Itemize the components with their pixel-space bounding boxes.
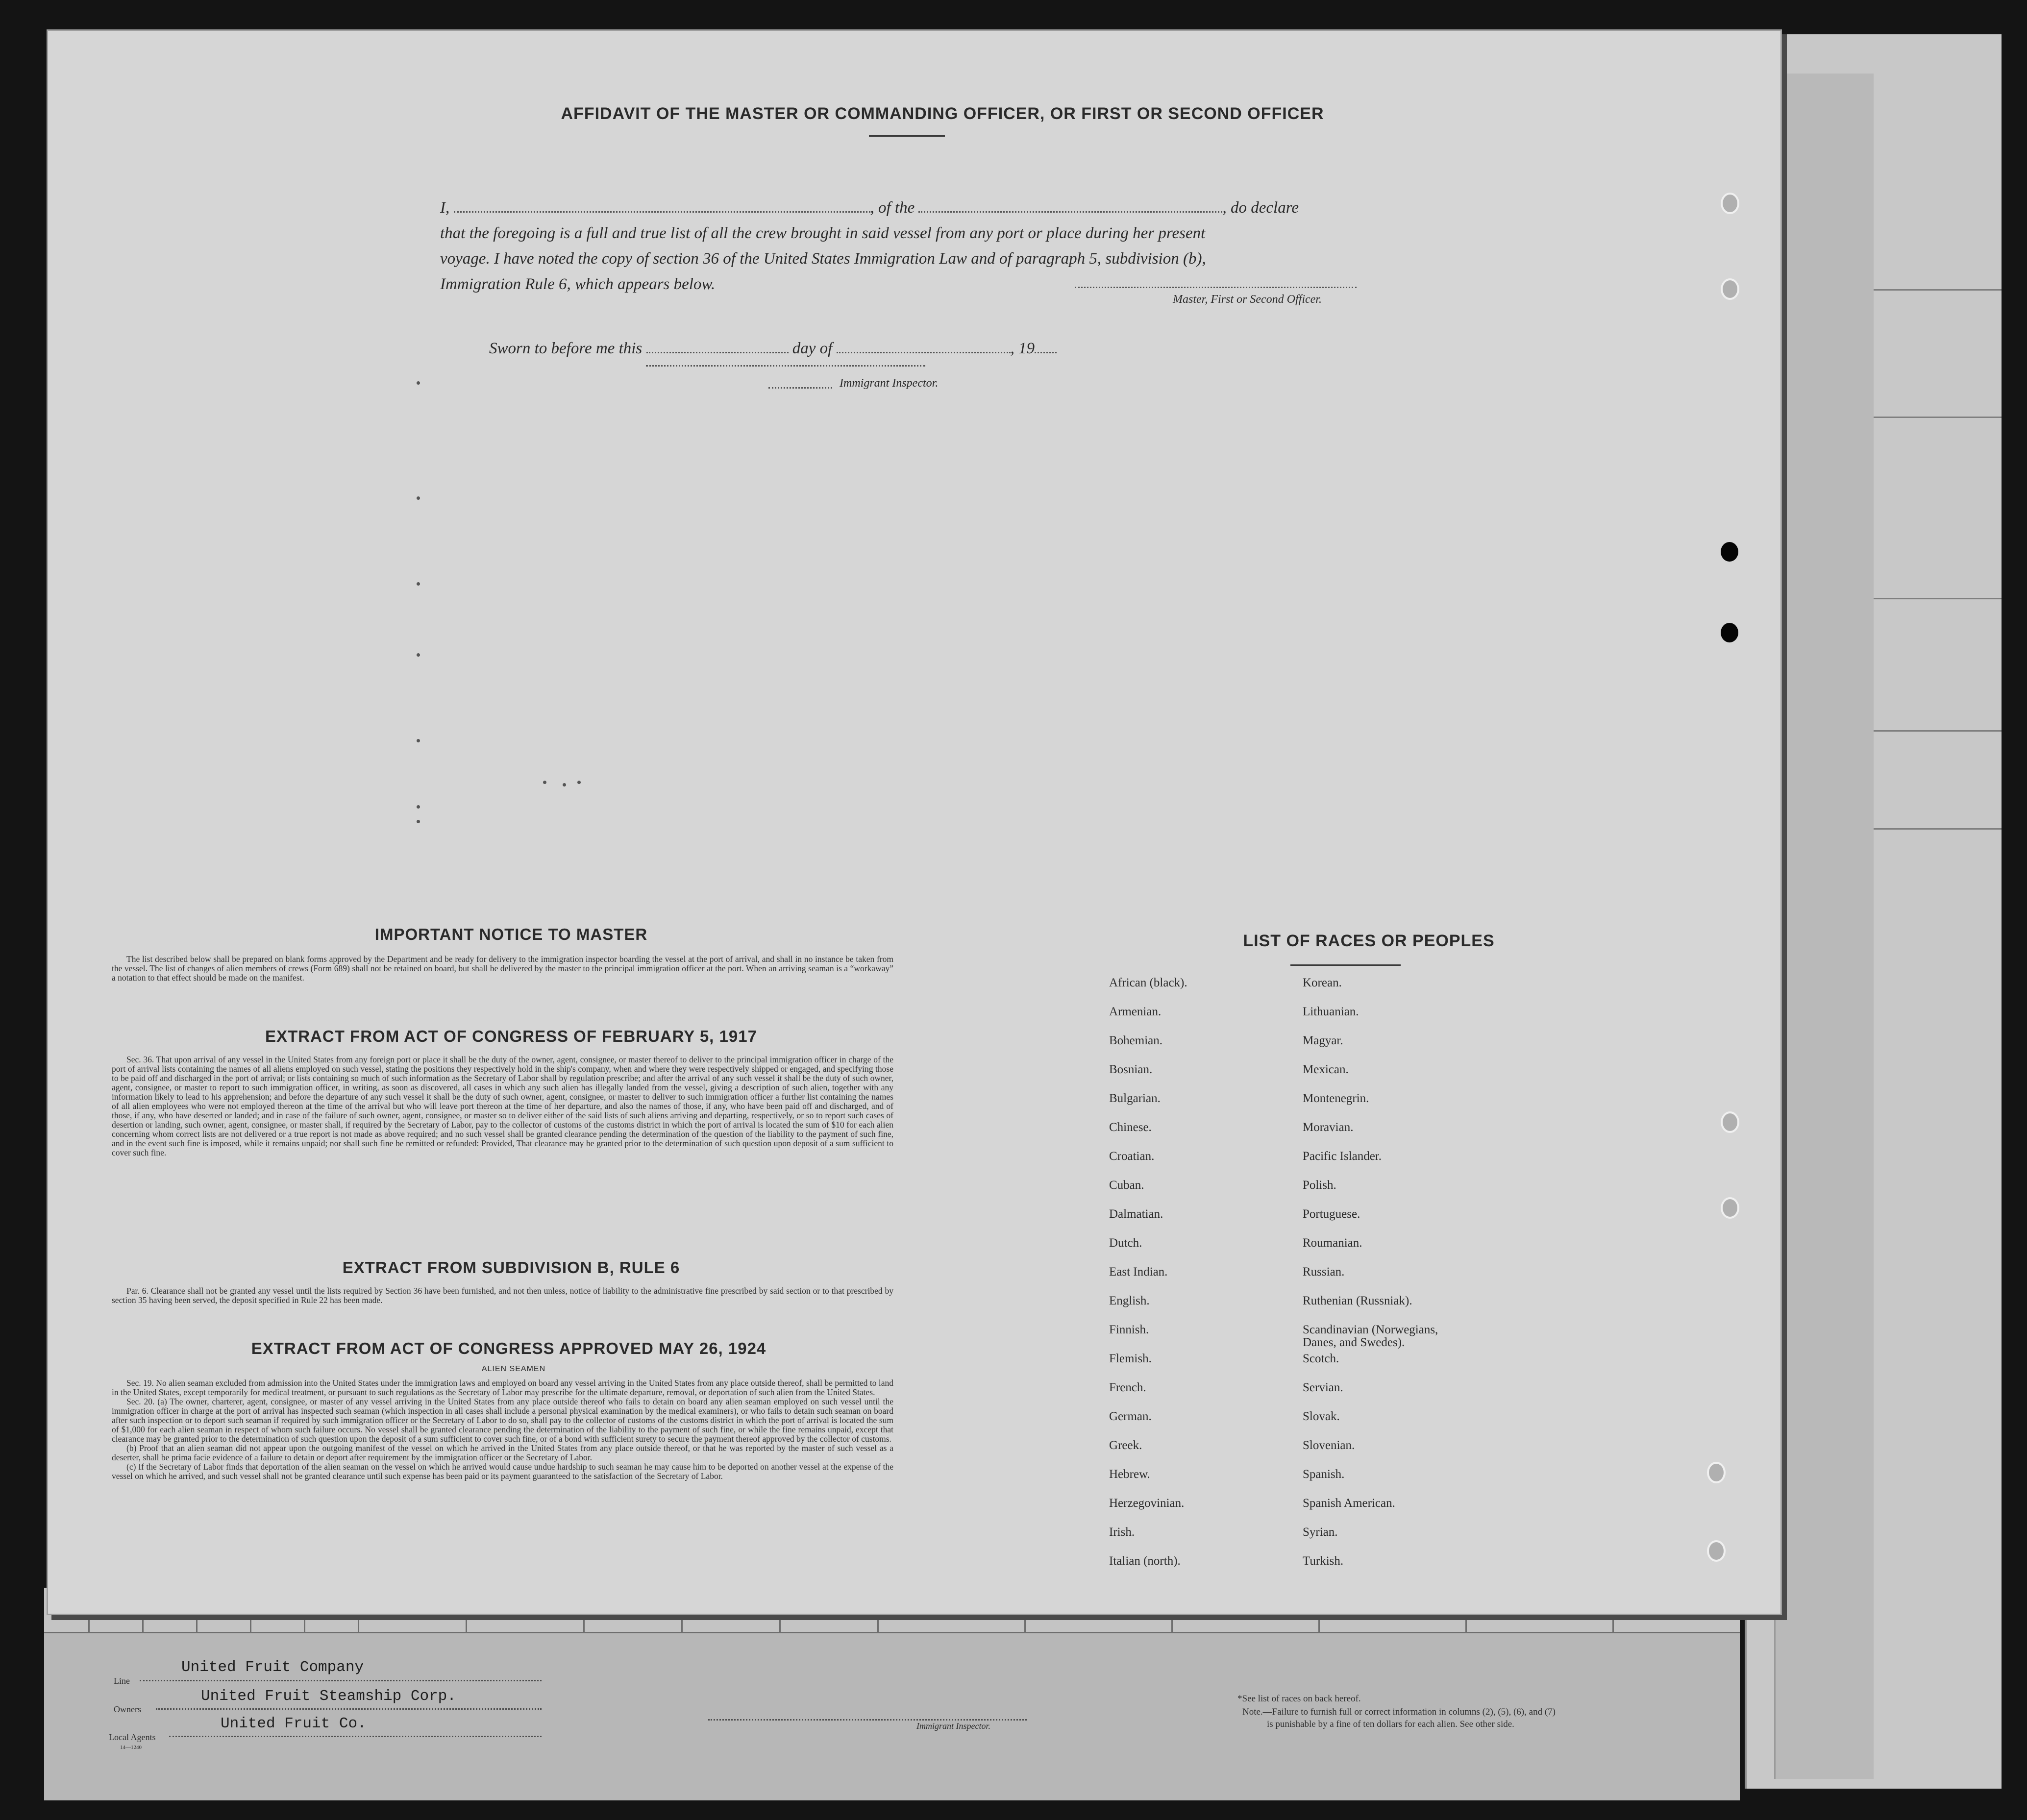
races-title: LIST OF RACES OR PEOPLES [1243, 932, 1495, 950]
race-item: Roumanian. [1303, 1236, 1362, 1250]
declaration-line-2: that the foregoing is a full and true list of all the crew brought in said vessel from any port or place during her present [440, 224, 1206, 242]
penalty-note-line-1: Note.—Failure to furnish full or correct information in columns (2), (5), (6), and (7) [1242, 1707, 1556, 1717]
races-divider [1290, 964, 1401, 966]
owners-value[interactable]: United Fruit Steamship Corp. [201, 1688, 456, 1705]
race-item: Polish. [1303, 1179, 1336, 1192]
extract-1924-title: EXTRACT FROM ACT OF CONGRESS APPROVED MAY 26, 1924 [251, 1339, 766, 1357]
race-item: Bosnian. [1109, 1063, 1153, 1076]
race-item: Servian. [1303, 1381, 1343, 1394]
notice-paragraph: The list described below shall be prepared on blank forms approved by the Department and be ready for delivery to the immigration inspector boarding the vessel at the port of arrival, and shall in no instance be taken from the vessel. The list of changes of alien members of crews (Form 689) shall not be retained on board, but shall be delivered by the master to the principal immigration officer at the port. When an arriving seaman is a “workaway” a notation to that effect should be made on the manifest. [112, 954, 893, 983]
owners-field-line [156, 1708, 542, 1710]
stray-mark [543, 781, 546, 784]
bottom-inspector-line[interactable] [708, 1719, 1027, 1721]
stray-mark [417, 653, 420, 657]
notice-text [112, 955, 893, 983]
race-item: Portuguese. [1303, 1207, 1360, 1221]
sworn-prefix: Sworn to before me this [489, 340, 643, 357]
affidavit-title: AFFIDAVIT OF THE MASTER OR COMMANDING OFFICER, OR FIRST OR SECOND OFFICER [561, 104, 1324, 123]
race-item: French. [1109, 1381, 1146, 1394]
punch-hole [1721, 1111, 1739, 1133]
race-item: Slovenian. [1303, 1439, 1355, 1452]
race-item: Finnish. [1109, 1323, 1149, 1336]
race-item: English. [1109, 1294, 1150, 1307]
race-item: Slovak. [1303, 1410, 1340, 1423]
declaration-line-1 [440, 195, 1450, 221]
race-item: Mexican. [1303, 1063, 1349, 1076]
stray-mark [417, 582, 420, 586]
stray-mark [417, 739, 420, 742]
stray-mark [417, 381, 420, 385]
stray-mark [417, 496, 420, 500]
bottom-inspector-label: Immigrant Inspector. [916, 1721, 990, 1731]
line-field-line [140, 1680, 542, 1681]
race-item: Hebrew. [1109, 1468, 1150, 1481]
sworn-line [489, 340, 1057, 358]
race-item: Pacific Islander. [1303, 1150, 1382, 1163]
extract-1924-paragraph: Sec. 19. No alien seaman excluded from admission into the United States under the immigration laws and employed on board any vessel arriving in the United States from any place outside thereof, shall be permitted to land in the United States, except temporarily for medical treatment, or pursuant to such regulations as the Secretary of Labor may prescribe for the ultimate departure, removal, or deportation of such alien from the United States. [112, 1378, 893, 1397]
title-divider [869, 135, 945, 137]
inspector-signature-label: Immigrant Inspector. [840, 377, 939, 390]
extract-rule6-title: EXTRACT FROM SUBDIVISION B, RULE 6 [342, 1258, 680, 1277]
agents-label: Local Agents [109, 1732, 156, 1742]
extract-1924-paragraph: Sec. 20. (a) The owner, charterer, agent, consignee, or master of any vessel arriving in the United States from any place outside thereof who fails to detain on board any alien seaman employed on such vessel until the immigration officer in charge at the port of arrival has inspected such seaman (which inspection in all cases shall include a personal physical examination by the medical examiners), or who fails to detain such seaman on board after such inspection or to deport such seaman if required by such immigration officer or the Secretary of Labor to do so, shall pay to the collector of customs of the customs district in which the port of arrival is located the sum of $1,000 for each alien seaman in respect of whom such failure occurs. No vessel shall be granted clearance pending the determination of the liability to the payment of such fine, or while the fine remains unpaid, except that clearance may be granted prior to the determination of such question upon the deposit of a sum sufficient to cover such fine, or of a bond with sufficient surety to secure the payment thereof approved by the collector of customs. [112, 1397, 893, 1444]
extract-1917-paragraph: Sec. 36. That upon arrival of any vessel in the United States from any foreign port or place it shall be the duty of the owner, agent, consignee, or master thereof to deliver to the principal immigration officer in charge of the port of arrival lists containing the names of all aliens employed on such vessel, stating the positions they respectively hold in the ship's company, when and where they were respectively shipped or engaged, and specifying those to be paid off and discharged in the port of arrival; or lists containing so much of such information as the Secretary of Labor shall by regulation prescribe; and after the arrival of any such vessel it shall be the duty of such owner, agent, consignee, or master to report to such immigration officer, in writing, as soon as discovered, all cases in which any such alien has illegally landed from the vessel, giving a description of such alien, together with any information likely to lead to his apprehension; and before the departure of any such vessel it shall be the duty of such owner, agent, consignee, or master to deliver to such immigration officer a further list containing the names of all alien employees who were not employed thereon at the time of the arrival but who will leave port thereon at the time of her departure, and also the names of those, if any, who have been paid off and discharged, and of those, if any, who have deserted or landed; and in case of the failure of such owner, agent, consignee, or master so to deliver either of the said lists of such aliens arriving and departing, respectively, or so to report such cases of desertion or landing, such owner, agent, consignee, or master shall, if required by the Secretary of Labor, pay to the collector of customs of the customs district in which the port of arrival is located the sum of $10 for each alien concerning whom correct lists are not delivered or a true report is not made as above required; and no such vessel shall be granted clearance pending the determination of the question of the liability to the payment of such fine, and in the event such fine is imposed, while it remains unpaid; nor shall such fine be remitted or refunded: Provided, That clearance may be granted prior to the determination of such question upon deposit of a sum sufficient to cover such fine. [112, 1055, 893, 1157]
stray-mark [417, 805, 420, 809]
race-item: Syrian. [1303, 1525, 1338, 1539]
race-item: Magyar. [1303, 1034, 1343, 1047]
races-note: *See list of races on back hereof. [1237, 1694, 1361, 1704]
race-item: German. [1109, 1410, 1152, 1423]
race-item: Montenegrin. [1303, 1092, 1369, 1105]
races-right-column [1303, 977, 1508, 1584]
race-item: Lithuanian. [1303, 1005, 1359, 1018]
race-item: Flemish. [1109, 1352, 1152, 1365]
declaration-of-the: , of the [870, 199, 915, 217]
race-item: Russian. [1303, 1265, 1345, 1279]
master-signature-label: Master, First or Second Officer. [1173, 293, 1322, 306]
race-item: Dutch. [1109, 1236, 1142, 1250]
race-item: Herzegovinian. [1109, 1497, 1185, 1510]
sworn-day: day of [792, 340, 833, 357]
stray-mark [577, 781, 581, 784]
extract-rule6-text [112, 1286, 893, 1305]
agents-value[interactable]: United Fruit Co. [221, 1715, 367, 1732]
race-item: Spanish American. [1303, 1497, 1395, 1510]
punch-hole [1721, 623, 1738, 642]
punch-hole [1721, 193, 1739, 214]
race-item: African (black). [1109, 976, 1187, 989]
race-item: Spanish. [1303, 1468, 1345, 1481]
races-left-column [1109, 977, 1295, 1584]
agents-field-line [169, 1736, 542, 1737]
race-item: Scandinavian (Norwegians, Danes, and Swedes). [1303, 1323, 1438, 1349]
race-item: Moravian. [1303, 1121, 1354, 1134]
declaration-text [440, 195, 1450, 297]
race-item: Bulgarian. [1109, 1092, 1161, 1105]
affidavit-page [47, 29, 1782, 1615]
notice-title: IMPORTANT NOTICE TO MASTER [374, 925, 648, 943]
race-item: Greek. [1109, 1439, 1142, 1452]
middle-sheet [1774, 74, 1874, 1779]
declaration-do-declare: , do declare [1222, 199, 1299, 217]
race-item: Croatian. [1109, 1150, 1155, 1163]
declaration-i: I, [440, 199, 450, 217]
penalty-note-line-2: is punishable by a fine of ten dollars for each alien. See other side. [1267, 1719, 1514, 1729]
sworn-year: , 19 [1010, 340, 1035, 357]
master-signature-line[interactable] [1075, 286, 1357, 288]
punch-hole [1707, 1462, 1726, 1483]
extract-1917-title: EXTRACT FROM ACT OF CONGRESS OF FEBRUARY 5, 1917 [265, 1027, 757, 1045]
race-item: Italian (north). [1109, 1554, 1181, 1568]
inspector-signature-line-short [768, 386, 832, 389]
punch-hole [1721, 542, 1738, 562]
race-item: Bohemian. [1109, 1034, 1163, 1047]
extract-1917-text [112, 1055, 893, 1157]
race-item: East Indian. [1109, 1265, 1168, 1279]
form-number: 14—1240 [120, 1745, 142, 1750]
race-item: Chinese. [1109, 1121, 1152, 1134]
declaration-line-3: voyage. I have noted the copy of section 36 of the United States Immigration Law and of paragraph 5, subdivision (b), [440, 250, 1206, 268]
stray-mark [563, 783, 566, 787]
race-item: Korean. [1303, 976, 1342, 989]
punch-hole [1707, 1540, 1726, 1562]
race-item: Cuban. [1109, 1179, 1144, 1192]
stray-mark [417, 820, 420, 823]
extract-1924-paragraph: (b) Proof that an alien seaman did not appear upon the outgoing manifest of the vessel on which he arrived in the United States from any place outside thereof, or that he was reported by the master of such vessel as a deserter, shall be prima facie evidence of a failure to detain or deport after requirement by the immigration officer or the Secretary of Labor. [112, 1443, 893, 1462]
race-item: Scotch. [1303, 1352, 1339, 1365]
race-item: Dalmatian. [1109, 1207, 1163, 1221]
race-item: Armenian. [1109, 1005, 1162, 1018]
punch-hole [1721, 1197, 1739, 1219]
line-label: Line [114, 1676, 130, 1686]
extract-1924-subtitle: ALIEN SEAMEN [481, 1365, 546, 1373]
extract-rule6-paragraph: Par. 6. Clearance shall not be granted any vessel until the lists required by Section 36 have been furnished, and not then unless, notice of liability to the administrative fine prescribed by said section or to that prescribed by section 35 having been served, the deposit specified in Rule 22 has been made. [112, 1286, 893, 1305]
line-value[interactable]: United Fruit Company [181, 1659, 364, 1676]
inspector-signature-line[interactable] [646, 364, 925, 367]
extract-1924-text [112, 1378, 893, 1481]
race-item: Ruthenian (Russniak). [1303, 1294, 1412, 1307]
owners-label: Owners [114, 1704, 141, 1714]
punch-hole [1721, 278, 1739, 300]
race-item: Irish. [1109, 1525, 1135, 1539]
extract-1924-paragraph: (c) If the Secretary of Labor finds that deportation of the alien seaman on the vessel on which he arrived would cause undue hardship to such seaman he may cause him to be deported on another vessel at the expense of the vessel on which he arrived, and such vessel shall not be granted clearance until such expense has been paid or its payment guaranteed to the satisfaction of the Secretary of Labor. [112, 1462, 893, 1481]
race-item: Turkish. [1303, 1554, 1344, 1568]
declaration-line-4: Immigration Rule 6, which appears below. [440, 275, 716, 293]
